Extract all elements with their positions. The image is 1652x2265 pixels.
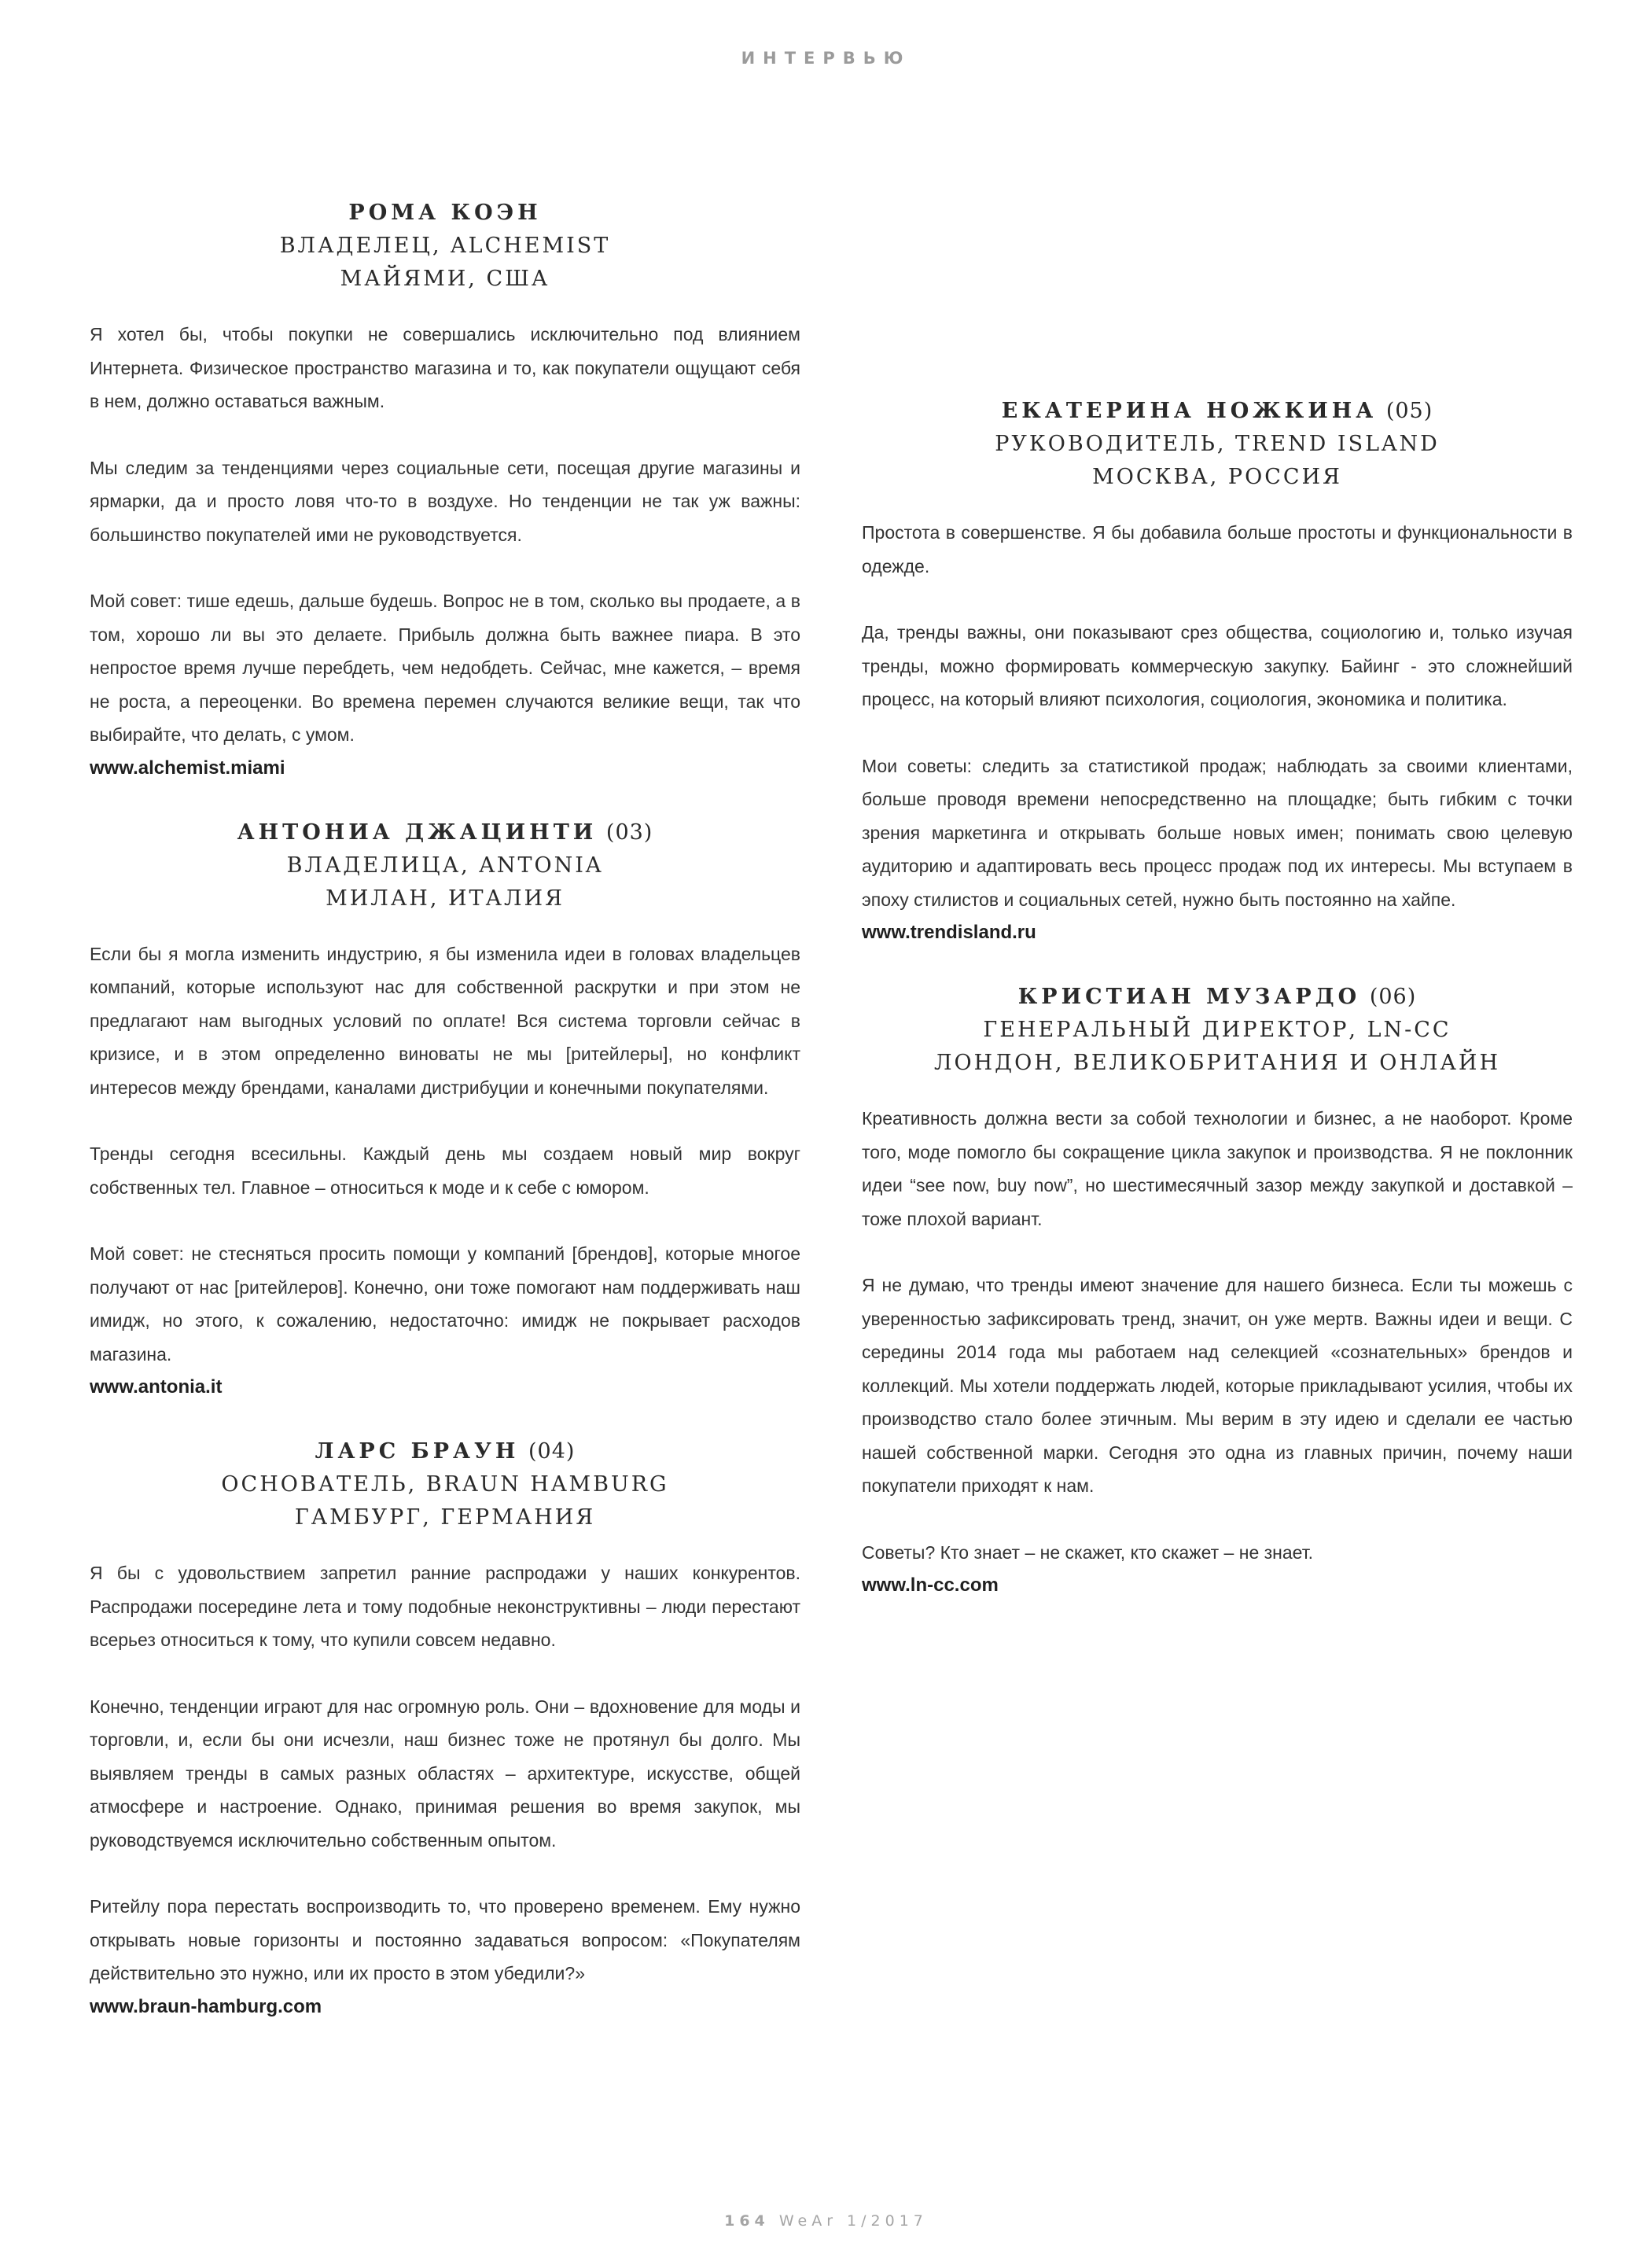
person-location: МАЙЯМИ, США (340, 267, 550, 291)
person-location: МОСКВА, РОССИЯ (1092, 465, 1342, 489)
entry-heading (90, 816, 800, 915)
entry-number: (03) (605, 819, 653, 845)
paragraph: Я не думаю, что тренды имеют значение для нашего бизнеса. Если ты можешь с уверенностью зафиксировать тренд, значит, он уже мертв. Важны идеи и вещи. С середины 2014 года мы работаем над селекцией «сознательных» брендов и коллекций. Мы хотели поддержать людей, которые прикладывают усилия, чтобы их производство стало более этичным. Мы верим в эту идею и сделали ее частью нашей собственной марки. Сегодня это одна из главных причин, почему наши покупатели приходят к нам. (862, 1275, 1573, 1496)
interview-entry (862, 981, 1573, 1602)
person-role: ВЛАДЕЛЕЦ, ALCHEMIST (279, 234, 611, 258)
person-location: МИЛАН, ИТАЛИЯ (326, 886, 565, 911)
interview-entry (862, 395, 1573, 949)
interview-entry (90, 197, 800, 785)
entry-heading (862, 981, 1573, 1080)
paragraph: Мой совет: тише едешь, дальше будешь. Вопрос не в том, сколько вы продаете, а в том, хорошо ли вы это делаете. Прибыль должна быть важнее пиара. В это непростое время лучше перебдеть, чем недобдеть. Сейчас, мне кажется, – время не роста, а переоценки. Во времена перемен случаются великие вещи, так что выбирайте, что делать, с умом. (90, 591, 800, 745)
entry-heading (90, 197, 800, 296)
paragraph: Мой совет: не стесняться просить помощи у компаний [брендов], которые многое получают от нас [ритейлеров]. Конечно, они тоже помогают нам поддерживать наш имидж, но этого, к сожалению, недостаточно: имидж не покрывает расходов магазина. (90, 1243, 800, 1365)
entry-heading (90, 1435, 800, 1534)
paragraph: Я хотел бы, чтобы покупки не совершались исключительно под влиянием Интернета. Физическое пространство магазина и то, как покупатели ощущают себя в нем, должно оставаться важным. (90, 324, 800, 411)
page-number: 164 (724, 2212, 770, 2230)
entry-number: (06) (1369, 985, 1417, 1009)
paragraph: Если бы я могла изменить индустрию, я бы изменила идеи в головах владельцев компаний, которые используют нас для собственной раскрутки и при этом не предлагают нам выгодных условий по оплате! Вся система торговли сейчас в кризисе, и в этом определенно виноваты не мы [ритейлеры], но конфликт интересов между брендами, каналами дистрибуции и конечными покупателями. (90, 943, 800, 1098)
website-link[interactable]: www.trendisland.ru (862, 922, 1036, 943)
paragraph: Ритейлу пора перестать воспроизводить то, что проверено временем. Ему нужно открывать новые горизонты и постоянно задаваться вопросом: «Покупателям действительно это нужно, или их просто в этом убедили?» (90, 1896, 800, 1983)
paragraph: Креативность должна вести за собой технологии и бизнес, а не наоборот. Кроме того, моде помогло бы сокращение цикла закупок и производства. Я не поклонник идеи “see now, buy now”, но шестимесячный зазор между закупкой и доставкой – тоже плохой вариант. (862, 1108, 1573, 1229)
website-link[interactable]: www.alchemist.miami (90, 757, 285, 779)
person-name: ЕКАТЕРИНА НОЖКИНА (1001, 399, 1378, 423)
website-link[interactable]: www.ln-cc.com (862, 1574, 999, 1596)
paragraph: Тренды сегодня всесильны. Каждый день мы создаем новый мир вокруг собственных тел. Главное – относиться к моде и к себе с юмором. (90, 1144, 800, 1198)
person-role: ГЕНЕРАЛЬНЫЙ ДИРЕКТОР, LN-CC (983, 1018, 1451, 1042)
entry-number: (04) (528, 1439, 576, 1464)
person-name: КРИСТИАН МУЗАРДО (1017, 985, 1361, 1009)
entry-number: (05) (1385, 399, 1433, 423)
person-name: АНТОНИА ДЖАЦИНТИ (237, 819, 598, 845)
website-link[interactable]: www.braun-hamburg.com (90, 1995, 322, 2017)
paragraph: Простота в совершенстве. Я бы добавила больше простоты и функциональности в одежде. (862, 522, 1573, 576)
paragraph: Советы? Кто знает – не скажет, кто скажет – не знает. (862, 1541, 1314, 1563)
entry-heading (862, 395, 1573, 494)
person-name: РОМА КОЭН (348, 201, 542, 225)
interview-entry (90, 816, 800, 1405)
section-label: ИНТЕРВЬЮ (741, 49, 911, 68)
issue-label: WeAr 1/2017 (778, 2212, 928, 2230)
page-footer (0, 2212, 1652, 2230)
right-column (862, 395, 1573, 1633)
person-role: РУКОВОДИТЕЛЬ, TREND ISLAND (995, 432, 1440, 456)
person-location: ГАМБУРГ, ГЕРМАНИЯ (294, 1505, 596, 1530)
person-name: ЛАРС БРАУН (315, 1439, 520, 1464)
paragraph: Мои советы: следить за статистикой продаж; наблюдать за своими клиентами, больше проводя времени непосредственно на площадке; быть гибким с точки зрения маркетинга и открывать больше новых имен; понимать свою целевую аудиторию и адаптировать весь процесс продаж под их интересы. Мы вступаем в эпоху стилистов и социальных сетей, нужно быть постоянно на хайпе. (862, 755, 1573, 910)
paragraph: Я бы с удовольствием запретил ранние распродажи у наших конкурентов. Распродажи посередине лета и тому подобные неконструктивны – люди перестают всерьез относиться к тому, что купили совсем недавно. (90, 1563, 800, 1650)
interview-entry (90, 1435, 800, 2024)
person-role: ВЛАДЕЛИЦА, ANTONIA (286, 853, 604, 878)
paragraph: Мы следим за тенденциями через социальные сети, посещая другие магазины и ярмарки, да и просто ловя что-то в воздухе. Но тенденции не так уж важны: большинство покупателей ими не руководствуется. (90, 457, 800, 545)
left-column (90, 197, 800, 2055)
person-role: ОСНОВАТЕЛЬ, BRAUN HAMBURG (221, 1472, 669, 1497)
paragraph: Да, тренды важны, они показывают срез общества, социологию и, только изучая тренды, можно формировать коммерческую закупку. Байинг - это сложнейший процесс, на который влияют психология, социология, экономика и политика. (862, 622, 1573, 709)
website-link[interactable]: www.antonia.it (90, 1376, 223, 1398)
person-location: ЛОНДОН, ВЕЛИКОБРИТАНИЯ И ОНЛАЙН (933, 1051, 1501, 1075)
paragraph: Конечно, тенденции играют для нас огромную роль. Они – вдохновение для моды и торговли, и, если бы они исчезли, наш бизнес тоже не протянул бы долго. Мы выявляем тренды в самых разных областях – архитектуре, искусстве, общей атмосфере и настроение. Однако, принимая решения во время закупок, мы руководствуемся исключительно собственным опытом. (90, 1696, 800, 1851)
